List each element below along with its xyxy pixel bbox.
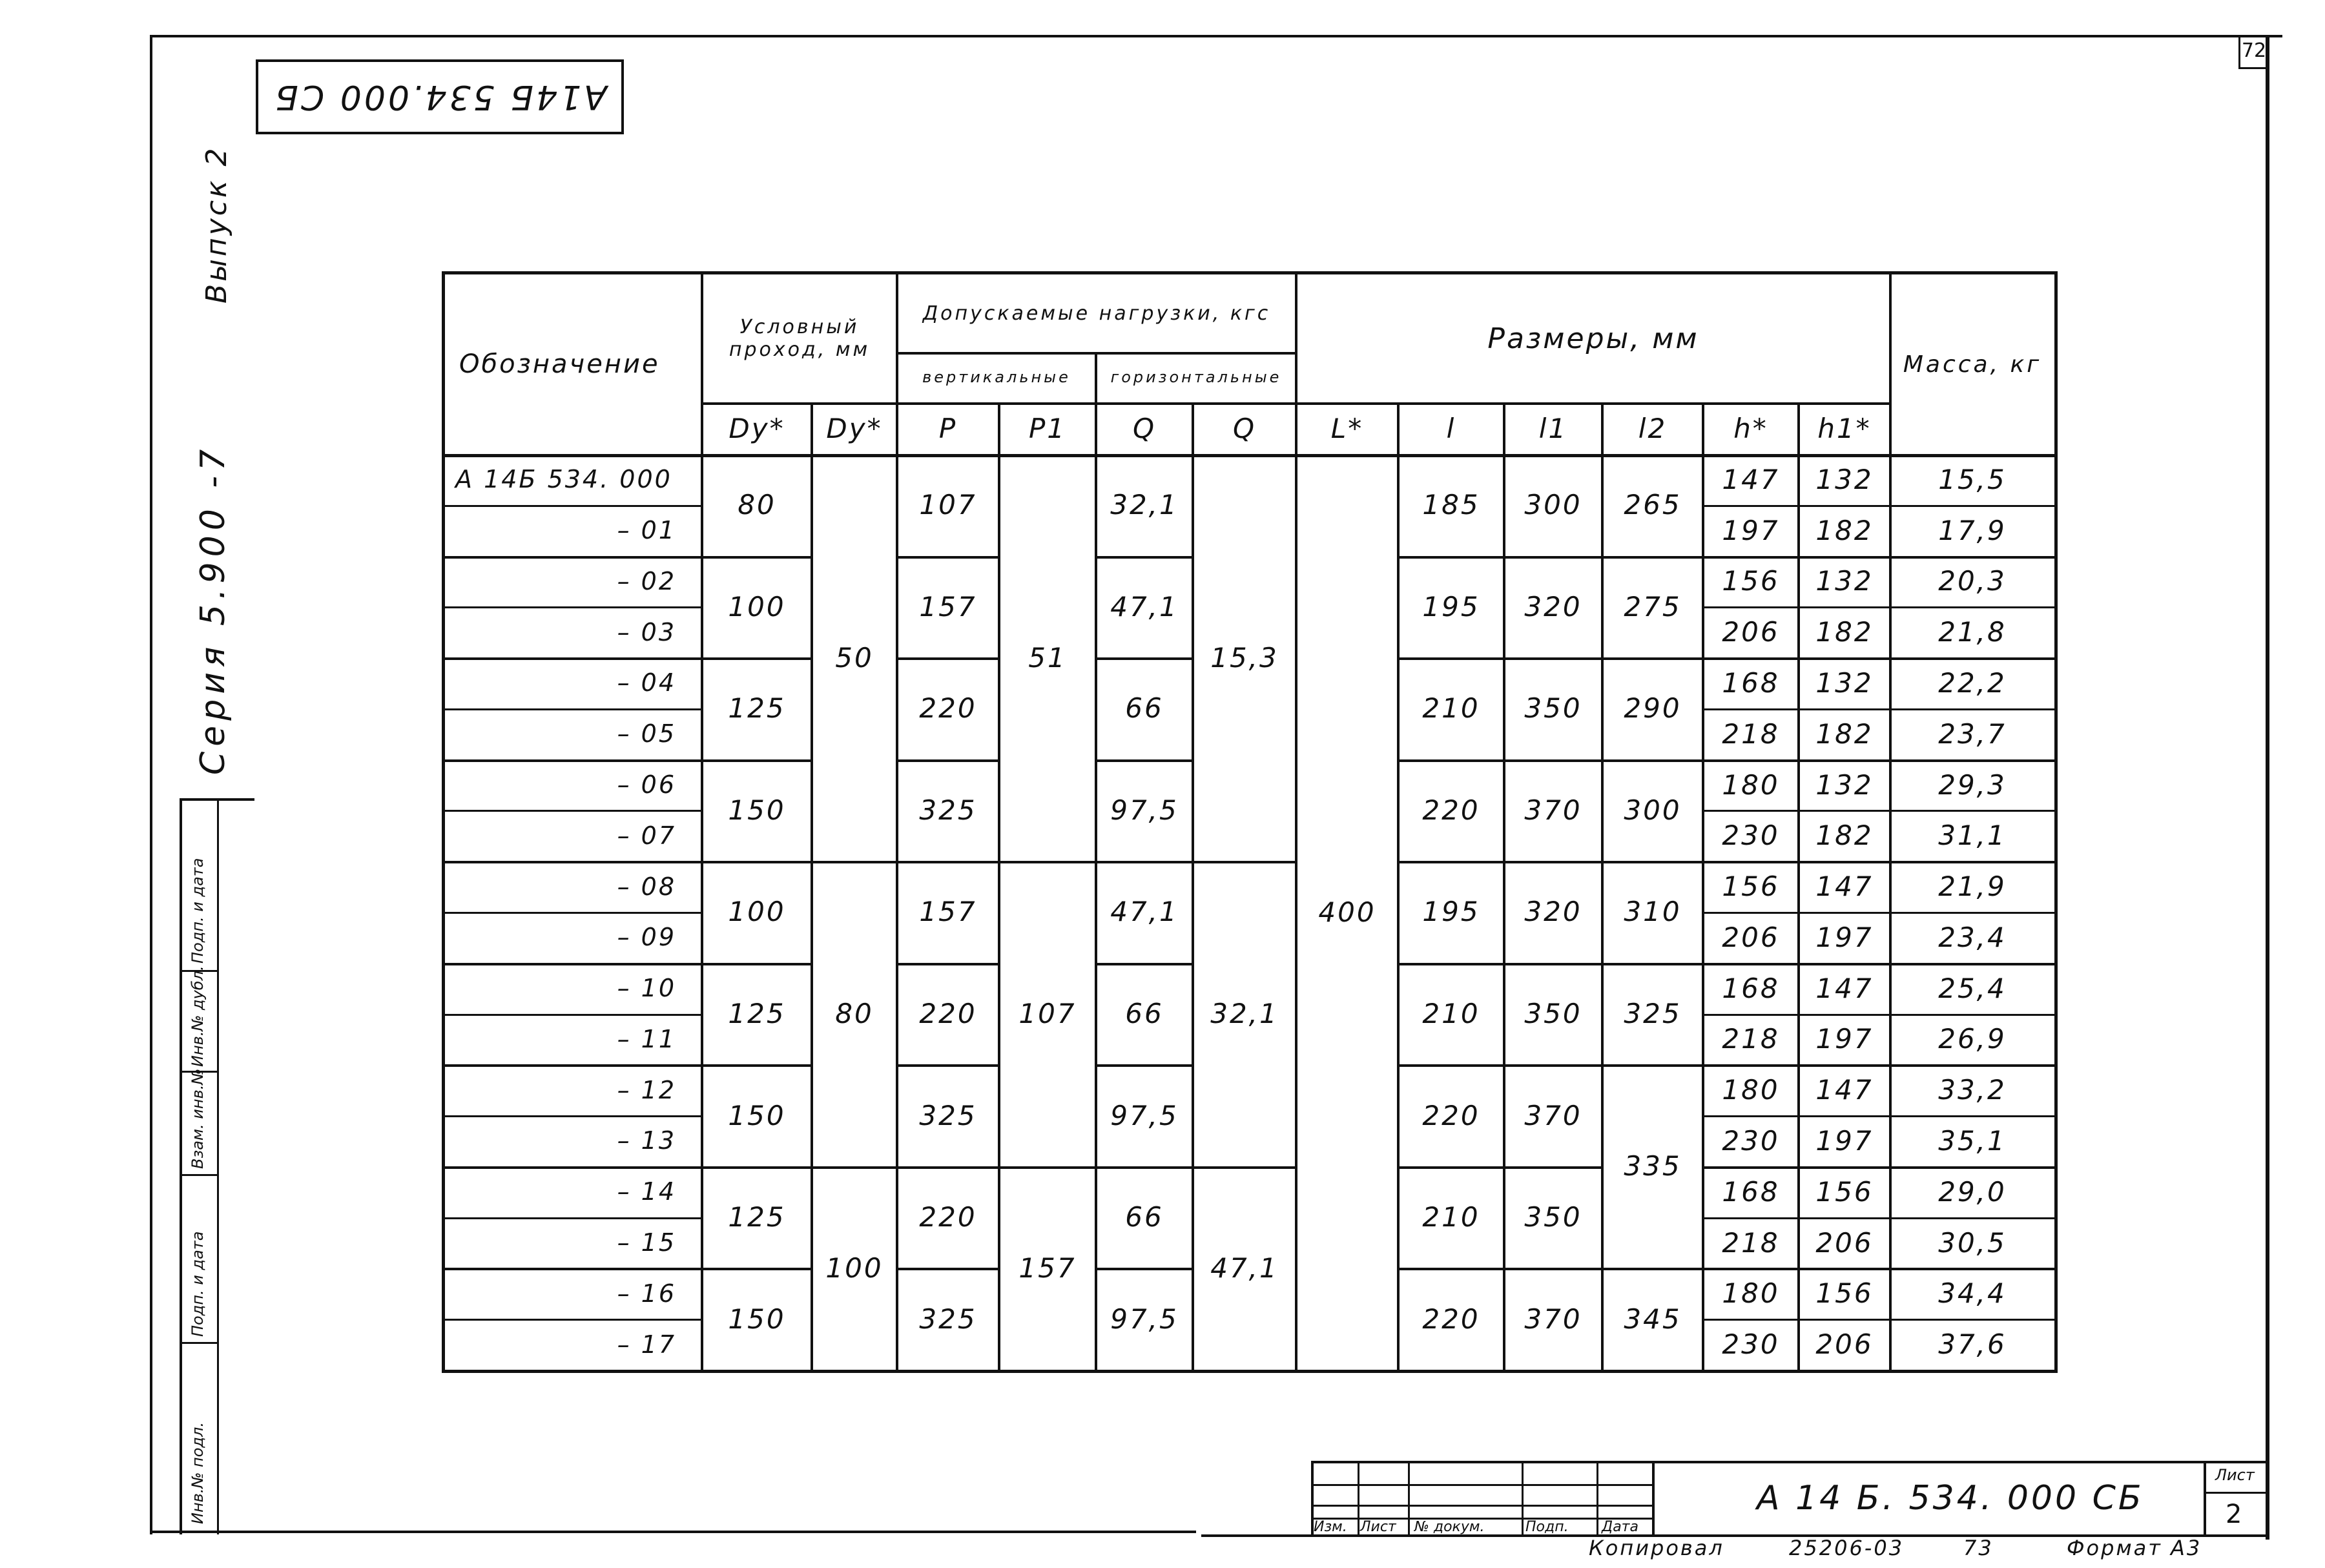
row-mass: 26,9	[1938, 1023, 2007, 1055]
inverted-stamp	[256, 59, 624, 134]
group-q2: 15,3	[1210, 641, 1279, 674]
group-l: 220	[1422, 1099, 1480, 1131]
group-rule	[702, 657, 812, 660]
frame-right-border	[2266, 35, 2269, 1540]
group-rule	[1703, 1268, 2054, 1270]
group-q: 97,5	[1110, 1099, 1179, 1131]
group-dy: 80	[738, 489, 776, 521]
group-rule	[812, 861, 897, 863]
group-p: 325	[919, 794, 977, 826]
row-h1: 132	[1815, 769, 1874, 801]
group-p1: 107	[1018, 998, 1077, 1030]
row-h: 168	[1722, 1175, 1780, 1208]
row-h1: 206	[1815, 1328, 1874, 1361]
row-rule	[445, 912, 702, 914]
group-rule	[702, 759, 812, 762]
group-rule	[445, 1166, 702, 1169]
group-rule	[1193, 1166, 1296, 1169]
group-rule	[1602, 556, 1703, 559]
row-rule	[1703, 1319, 2054, 1321]
footer-format: Формат А3	[2067, 1536, 2202, 1560]
sheet-number: 72	[2238, 35, 2268, 69]
group-rule	[1703, 657, 2054, 660]
sheet-value: 2	[2226, 1500, 2242, 1529]
group-rule	[1398, 1166, 1602, 1169]
body-divider	[701, 454, 703, 1370]
row-h1: 182	[1815, 514, 1874, 546]
group-rule	[897, 657, 999, 660]
group-l2: 325	[1624, 998, 1682, 1030]
stamp-label-sign2: Подп. и дата	[189, 858, 207, 964]
tb-col-izm: Изм.	[1314, 1519, 1347, 1535]
row-designation: А 14Б 534. 000	[455, 465, 672, 494]
row-mass: 33,2	[1938, 1074, 2007, 1106]
row-designation: – 07	[617, 821, 676, 850]
group-rule	[1703, 1064, 2054, 1067]
group-dy: 150	[728, 1303, 786, 1335]
group-p: 325	[919, 1099, 977, 1131]
row-h1: 132	[1815, 565, 1874, 597]
group-l2: 345	[1624, 1303, 1682, 1335]
row-h: 156	[1722, 871, 1780, 903]
header-nominal-bore: Условный проход, мм	[728, 316, 871, 361]
group-p1: 157	[1018, 1252, 1077, 1284]
tb-col-sign: Подп.	[1525, 1519, 1569, 1535]
row-h1: 156	[1815, 1175, 1874, 1208]
row-rule	[445, 1217, 702, 1219]
subheader-9: l2	[1638, 412, 1668, 444]
header-vertical: вертикальные	[922, 368, 1071, 386]
row-rule	[445, 606, 702, 608]
group-l1: 370	[1524, 794, 1582, 826]
group-rule	[1398, 861, 1602, 863]
group-l: 220	[1422, 1303, 1480, 1335]
row-h1: 132	[1815, 666, 1874, 699]
group-dy: 100	[728, 590, 786, 623]
body-divider	[1503, 454, 1505, 1370]
group-q: 66	[1125, 1201, 1164, 1233]
group-rule	[897, 759, 999, 762]
tb-col-date: Дата	[1602, 1519, 1638, 1535]
group-rule	[1398, 657, 1602, 660]
subheader-0: Dy*	[728, 412, 785, 444]
row-designation: – 03	[617, 617, 676, 646]
row-designation: – 04	[617, 668, 676, 697]
row-h: 168	[1722, 666, 1780, 699]
row-mass: 23,7	[1938, 717, 2007, 750]
group-rule	[445, 1064, 702, 1067]
subheader-11: h1*	[1817, 412, 1872, 444]
group-l2: 275	[1624, 590, 1682, 623]
group-l2: 290	[1624, 692, 1682, 725]
body-divider	[1295, 454, 1297, 1370]
group-q2: 47,1	[1210, 1252, 1279, 1284]
group-rule	[1602, 861, 1703, 863]
body-divider	[1601, 454, 1604, 1370]
stamp-label-inv: Инв.№ подл.	[189, 1422, 207, 1524]
left-stamp-column	[180, 798, 254, 1534]
group-l: 210	[1422, 1201, 1480, 1233]
row-rule	[1703, 1115, 2054, 1117]
group-l: 210	[1422, 692, 1480, 725]
row-rule	[445, 708, 702, 710]
row-rule	[1703, 810, 2054, 812]
group-q: 32,1	[1110, 489, 1179, 521]
specification-table	[442, 271, 2058, 1373]
row-h1: 147	[1815, 871, 1874, 903]
row-h1: 197	[1815, 1023, 1874, 1055]
row-h: 206	[1722, 616, 1780, 648]
group-l: 195	[1422, 896, 1480, 928]
group-dy: 150	[728, 794, 786, 826]
row-designation: – 01	[617, 516, 676, 545]
group-rule	[897, 963, 999, 965]
group-p: 107	[919, 489, 977, 521]
subheader-10: h*	[1733, 412, 1768, 444]
row-h: 218	[1722, 1226, 1780, 1259]
group-rule	[897, 1268, 999, 1270]
group-rule	[1398, 556, 1602, 559]
sheet-label: Лист	[2215, 1466, 2255, 1484]
header-dimensions: Размеры, мм	[1487, 322, 1699, 355]
group-rule	[1703, 556, 2054, 559]
row-h1: 182	[1815, 717, 1874, 750]
subheader-4: Q	[1132, 412, 1157, 444]
row-mass: 21,8	[1938, 616, 2007, 648]
group-q: 66	[1125, 692, 1164, 725]
group-rule	[445, 759, 702, 762]
row-h1: 156	[1815, 1277, 1874, 1310]
body-divider	[998, 454, 1000, 1370]
row-designation: – 15	[617, 1228, 676, 1257]
row-designation: – 02	[617, 566, 676, 595]
body-divider	[1192, 454, 1194, 1370]
row-mass: 25,4	[1938, 972, 2007, 1004]
group-rule	[1096, 1166, 1193, 1169]
group-rule	[897, 1166, 999, 1169]
group-p: 325	[919, 1303, 977, 1335]
group-rule	[1096, 657, 1193, 660]
body-divider	[896, 454, 898, 1370]
row-h: 168	[1722, 972, 1780, 1004]
group-rule	[702, 556, 812, 559]
group-l: 195	[1422, 590, 1480, 623]
row-designation: – 17	[617, 1330, 676, 1359]
body-divider	[1889, 454, 1892, 1370]
group-rule	[1703, 861, 2054, 863]
group-l1: 370	[1524, 1303, 1582, 1335]
group-rule	[702, 1268, 812, 1270]
group-rule	[1398, 963, 1602, 965]
group-rule	[1096, 556, 1193, 559]
row-mass: 21,9	[1938, 871, 2007, 903]
group-rule	[1703, 759, 2054, 762]
group-q: 97,5	[1110, 1303, 1179, 1335]
group-l1: 350	[1524, 998, 1582, 1030]
row-rule	[445, 505, 702, 507]
group-dy2: 50	[835, 641, 874, 674]
row-h: 230	[1722, 820, 1780, 852]
merged-L: 400	[1318, 896, 1376, 928]
group-rule	[1398, 1064, 1602, 1067]
group-l1: 350	[1524, 1201, 1582, 1233]
row-h: 206	[1722, 921, 1780, 953]
group-p: 220	[919, 692, 977, 725]
group-rule	[1096, 1268, 1193, 1270]
group-rule	[897, 861, 999, 863]
group-l1: 320	[1524, 896, 1582, 928]
group-l1: 300	[1524, 489, 1582, 521]
stamp-label-replace: Взам. инв.№	[189, 1068, 207, 1169]
group-rule	[897, 1064, 999, 1067]
row-h1: 197	[1815, 921, 1874, 953]
inverted-stamp-text: А14Б 534.000 СБ	[273, 77, 607, 116]
row-designation: – 06	[617, 770, 676, 799]
row-mass: 23,4	[1938, 921, 2007, 953]
footer-number: 25206-03	[1789, 1536, 1905, 1560]
subheader-2: P	[938, 412, 958, 444]
body-divider	[1797, 454, 1800, 1370]
group-dy: 100	[728, 896, 786, 928]
group-l1: 350	[1524, 692, 1582, 725]
series-label: Серия 5.900 -7	[194, 444, 232, 775]
group-p1: 51	[1028, 641, 1067, 674]
row-rule	[1703, 1014, 2054, 1016]
row-h: 147	[1722, 463, 1780, 495]
body-divider	[1397, 454, 1400, 1370]
header-mass: Масса, кг	[1903, 351, 2042, 378]
row-h1: 197	[1815, 1124, 1874, 1157]
group-rule	[897, 556, 999, 559]
row-rule	[445, 1014, 702, 1016]
group-rule	[702, 861, 812, 863]
row-mass: 20,3	[1938, 565, 2007, 597]
group-dy: 125	[728, 692, 786, 725]
group-rule	[702, 963, 812, 965]
group-rule	[1602, 1268, 1703, 1270]
row-mass: 22,2	[1938, 666, 2007, 699]
tb-col-doc: № докум.	[1414, 1519, 1485, 1535]
group-p: 220	[919, 1201, 977, 1233]
header-horizontal: горизонтальные	[1110, 368, 1282, 386]
group-rule	[1703, 1166, 2054, 1169]
group-dy: 125	[728, 1201, 786, 1233]
row-h1: 147	[1815, 1074, 1874, 1106]
group-p: 157	[919, 590, 977, 623]
row-rule	[1703, 708, 2054, 710]
subheader-1: Dy*	[826, 412, 883, 444]
body-divider	[1702, 454, 1704, 1370]
row-designation: – 16	[617, 1279, 676, 1308]
row-h: 180	[1722, 1277, 1780, 1310]
row-designation: – 09	[617, 923, 676, 952]
group-p: 220	[919, 998, 977, 1030]
group-q: 47,1	[1110, 590, 1179, 623]
tb-col-list: Лист	[1360, 1519, 1396, 1535]
merged-l2: 335	[1624, 1150, 1682, 1182]
group-rule	[445, 861, 702, 863]
row-designation: – 14	[617, 1177, 676, 1206]
left-stamp-divider	[217, 801, 219, 1534]
row-h: 218	[1722, 717, 1780, 750]
group-dy2: 100	[825, 1252, 884, 1284]
row-h: 180	[1722, 1074, 1780, 1106]
group-p: 157	[919, 896, 977, 928]
header-designation: Обозначение	[459, 349, 660, 379]
group-rule	[1096, 963, 1193, 965]
row-mass: 35,1	[1938, 1124, 2007, 1157]
group-dy: 125	[728, 998, 786, 1030]
group-rule	[1096, 861, 1193, 863]
group-l2: 300	[1624, 794, 1682, 826]
row-mass: 34,4	[1938, 1277, 2007, 1310]
group-l: 185	[1422, 489, 1480, 521]
group-rule	[1398, 1268, 1602, 1270]
row-mass: 30,5	[1938, 1226, 2007, 1259]
group-rule	[1602, 759, 1703, 762]
subheader-3: P1	[1028, 412, 1067, 444]
footer-page: 73	[1963, 1536, 1994, 1560]
subheader-5: Q	[1232, 412, 1257, 444]
group-l: 220	[1422, 794, 1480, 826]
row-h: 197	[1722, 514, 1780, 546]
row-designation: – 08	[617, 872, 676, 901]
group-dy: 150	[728, 1099, 786, 1131]
group-q: 66	[1125, 998, 1164, 1030]
group-rule	[999, 1166, 1096, 1169]
row-h1: 206	[1815, 1226, 1874, 1259]
row-h: 156	[1722, 565, 1780, 597]
group-rule	[445, 657, 702, 660]
row-mass: 29,3	[1938, 769, 2007, 801]
row-rule	[445, 1115, 702, 1117]
group-rule	[1398, 759, 1602, 762]
group-rule	[1193, 861, 1296, 863]
group-l2: 310	[1624, 896, 1682, 928]
row-h: 230	[1722, 1124, 1780, 1157]
group-rule	[1602, 657, 1703, 660]
group-rule	[702, 1166, 812, 1169]
row-designation: – 12	[617, 1075, 676, 1104]
row-mass: 37,6	[1938, 1328, 2007, 1361]
group-rule	[1602, 963, 1703, 965]
row-designation: – 11	[617, 1024, 676, 1053]
row-mass: 15,5	[1938, 463, 2007, 495]
footer-copied: Копировал	[1589, 1536, 1724, 1560]
row-rule	[1703, 505, 2054, 507]
row-mass: 31,1	[1938, 820, 2007, 852]
subheader-6: L*	[1330, 412, 1364, 444]
subheader-7: l	[1446, 412, 1456, 444]
group-q2: 32,1	[1210, 998, 1279, 1030]
row-mass: 17,9	[1938, 514, 2007, 546]
row-h1: 132	[1815, 463, 1874, 495]
row-rule	[1703, 912, 2054, 914]
row-designation: – 10	[617, 974, 676, 1003]
stamp-label-sign: Подп. и дата	[189, 1231, 207, 1337]
subheader-8: l1	[1538, 412, 1568, 444]
row-h1: 182	[1815, 820, 1874, 852]
group-l1: 370	[1524, 1099, 1582, 1131]
group-l1: 320	[1524, 590, 1582, 623]
group-rule	[999, 861, 1096, 863]
group-q: 47,1	[1110, 896, 1179, 928]
row-designation: – 13	[617, 1126, 676, 1155]
group-rule	[1096, 1064, 1193, 1067]
group-l: 210	[1422, 998, 1480, 1030]
row-designation: – 05	[617, 719, 676, 748]
group-rule	[445, 963, 702, 965]
row-rule	[1703, 1217, 2054, 1219]
group-rule	[1703, 963, 2054, 965]
frame-bottom-border	[150, 1531, 1196, 1533]
group-rule	[1096, 759, 1193, 762]
group-rule	[445, 1268, 702, 1270]
row-mass: 29,0	[1938, 1175, 2007, 1208]
group-q: 97,5	[1110, 794, 1179, 826]
body-divider	[1095, 454, 1097, 1370]
group-dy2: 80	[835, 998, 874, 1030]
row-rule	[445, 1319, 702, 1321]
body-divider	[811, 454, 813, 1370]
document-code: А 14 Б. 534. 000 СБ	[1757, 1479, 2144, 1518]
row-h: 180	[1722, 769, 1780, 801]
row-h: 218	[1722, 1023, 1780, 1055]
row-rule	[445, 810, 702, 812]
row-h1: 182	[1815, 616, 1874, 648]
row-rule	[1703, 606, 2054, 608]
row-h: 230	[1722, 1328, 1780, 1361]
row-h1: 147	[1815, 972, 1874, 1004]
stamp-label-dup: Инв.№ дубл.	[189, 965, 207, 1067]
header-allowable-loads: Допускаемые нагрузки, кгс	[922, 302, 1271, 325]
group-l2: 265	[1624, 489, 1682, 521]
group-rule	[702, 1064, 812, 1067]
group-rule	[812, 1166, 897, 1169]
issue-label: Выпуск 2	[200, 145, 233, 304]
group-rule	[445, 556, 702, 559]
